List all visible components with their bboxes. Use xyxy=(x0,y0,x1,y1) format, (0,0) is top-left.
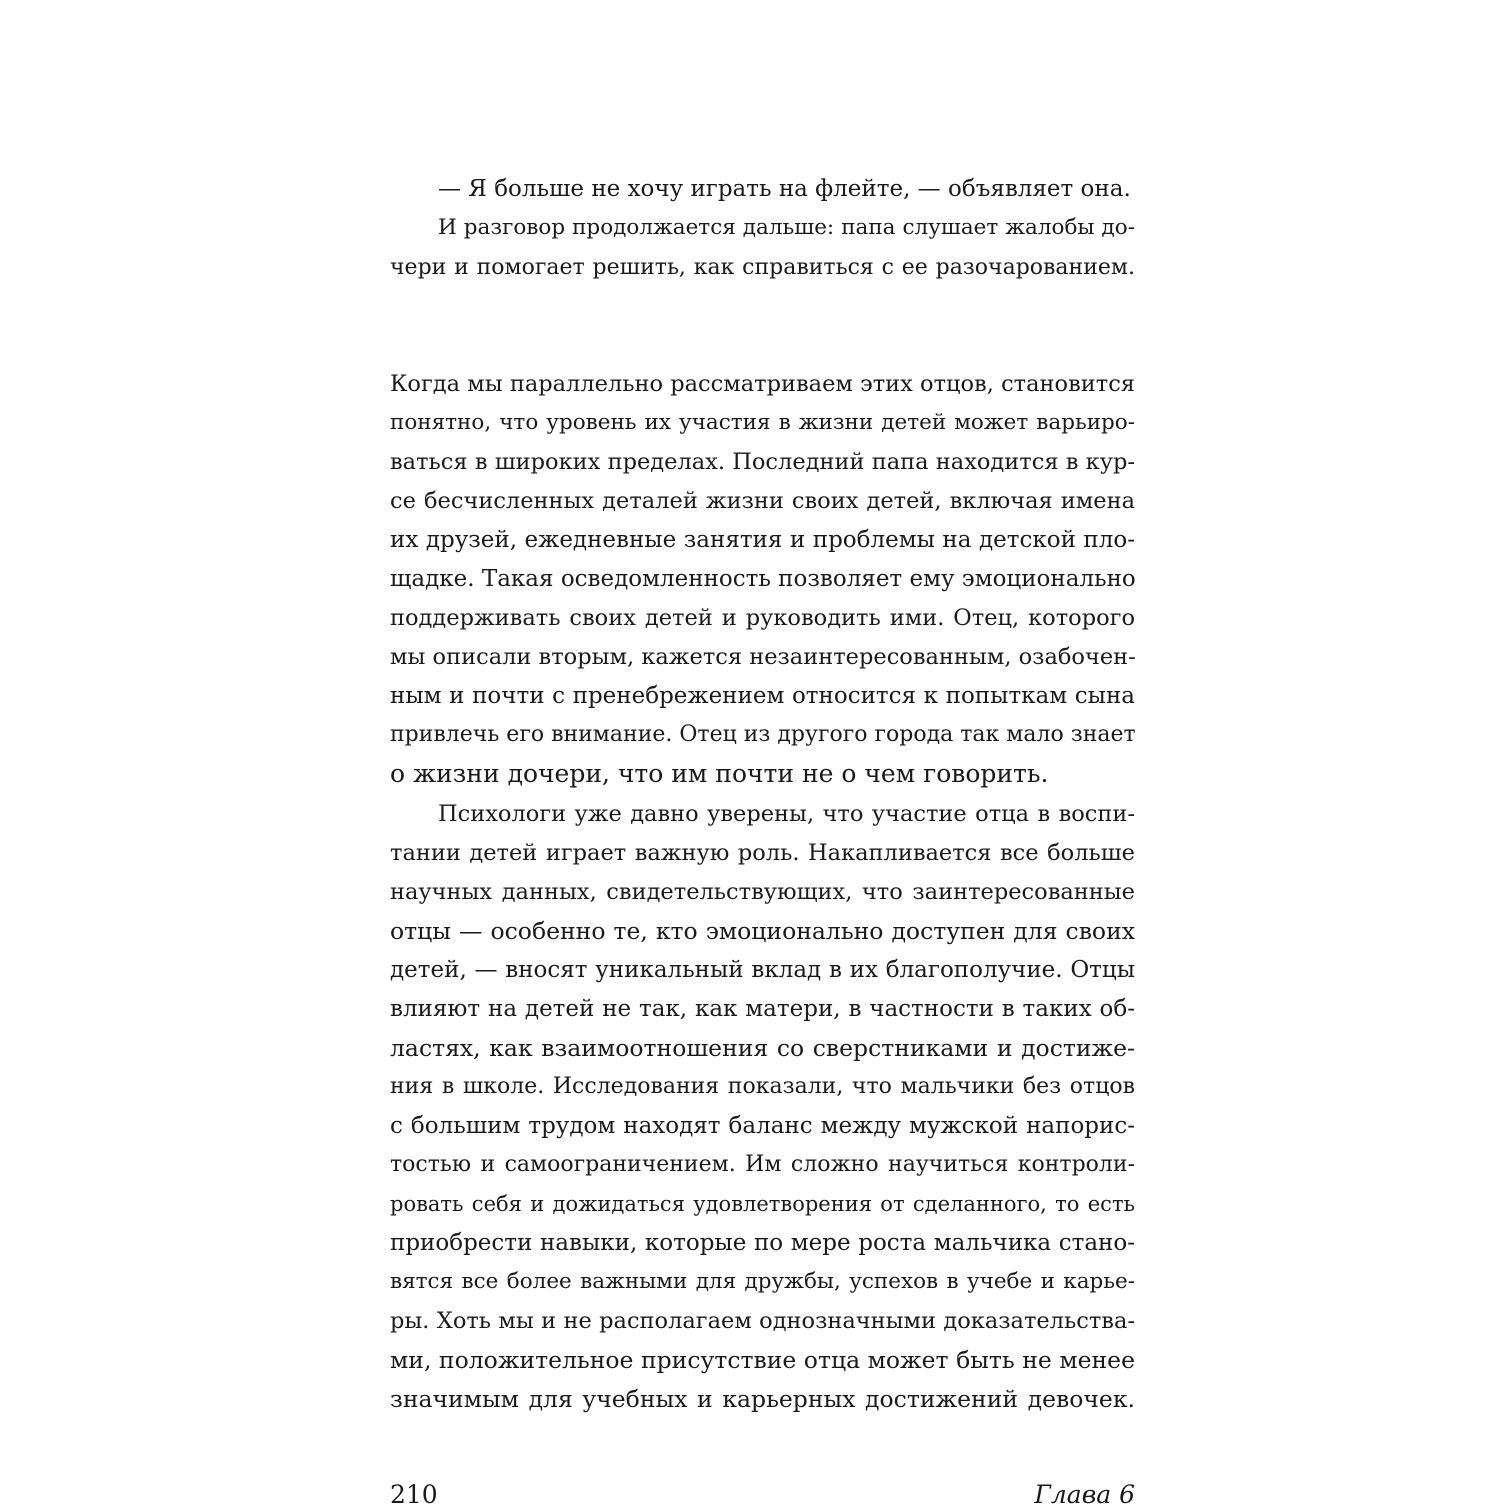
paragraph-line: их друзей, ежедневные занятия и проблемы на детской пло- xyxy=(390,527,1135,553)
paragraph-line: ния в школе. Исследования показали, что мальчики без отцов xyxy=(390,1074,1135,1099)
paragraph-line: Психологи уже давно уверены, что участие отца в воспи- xyxy=(438,801,1135,827)
paragraph-line: ры. Хоть мы и не располагаем однозначными доказательства- xyxy=(390,1308,1135,1334)
paragraph-line: ластях, как взаимоотношения со сверстниками и достиже- xyxy=(390,1034,1135,1062)
paragraph-line: приобрести навыки, которые по мере роста мальчика стано- xyxy=(390,1230,1135,1256)
paragraph-line: влияют на детей не так, как матери, в частности в таких об- xyxy=(390,996,1135,1022)
paragraph-line: привлечь его внимание. Отец из другого города так мало знает xyxy=(390,722,1136,747)
paragraph-line: щадке. Такая осведомленность позволяет ему эмоционально xyxy=(390,566,1136,592)
paragraph-line: мы описали вторым, кажется незаинтересованным, озабочен- xyxy=(390,644,1136,670)
paragraph-line: научных данных, свидетельствующих, что заинтересованные xyxy=(390,879,1135,905)
paragraph-line: тостью и самоограничением. Им сложно научиться контроли- xyxy=(390,1152,1135,1177)
chapter-label: Глава 6 xyxy=(1034,1480,1135,1509)
paragraph-line: ваться в широких пределах. Последний папа находится в кур- xyxy=(390,449,1135,475)
paragraph-line: ми, положительное присутствие отца может быть не менее xyxy=(390,1346,1135,1374)
paragraph-line: Когда мы параллельно рассматриваем этих отцов, становится xyxy=(390,371,1135,397)
dialogue-line: чери и помогает решить, как справиться с ее разочарованием. xyxy=(390,255,1135,280)
paragraph-line: понятно, что уровень их участия в жизни детей может варьиро- xyxy=(390,410,1135,435)
paragraph-line: о жизни дочери, что им почти не о чем говорить. xyxy=(390,759,1049,788)
paragraph-line: ровать себя и дожидаться удовлетворения от сделанного, то есть xyxy=(390,1192,1135,1216)
paragraph-line: с большим трудом находят баланс между мужской напорис- xyxy=(390,1113,1135,1139)
paragraph-line: значимым для учебных и карьерных достижений девочек. xyxy=(390,1385,1135,1413)
paragraph-line: поддерживать своих детей и руководить ими. Отец, которого xyxy=(390,605,1135,631)
paragraph-line: детей, — вносят уникальный вклад в их благополучие. Отцы xyxy=(390,957,1135,983)
dialogue-line: — Я больше не хочу играть на флейте, — объявляет она. xyxy=(438,176,1131,202)
paragraph-line: ным и почти с пренебрежением относится к попыткам сына xyxy=(390,683,1135,709)
paragraph-line: отцы — особенно те, кто эмоционально доступен для своих xyxy=(390,917,1135,945)
paragraph-line: тании детей играет важную роль. Накапливается все больше xyxy=(390,840,1135,866)
dialogue-line: И разговор продолжается дальше: папа слушает жалобы до- xyxy=(438,215,1135,240)
paragraph-line: вятся все более важными для дружбы, успехов в учебе и карье- xyxy=(390,1269,1135,1294)
page-number: 210 xyxy=(390,1480,438,1509)
paragraph-line: се бесчисленных деталей жизни своих детей, включая имена xyxy=(390,488,1135,514)
